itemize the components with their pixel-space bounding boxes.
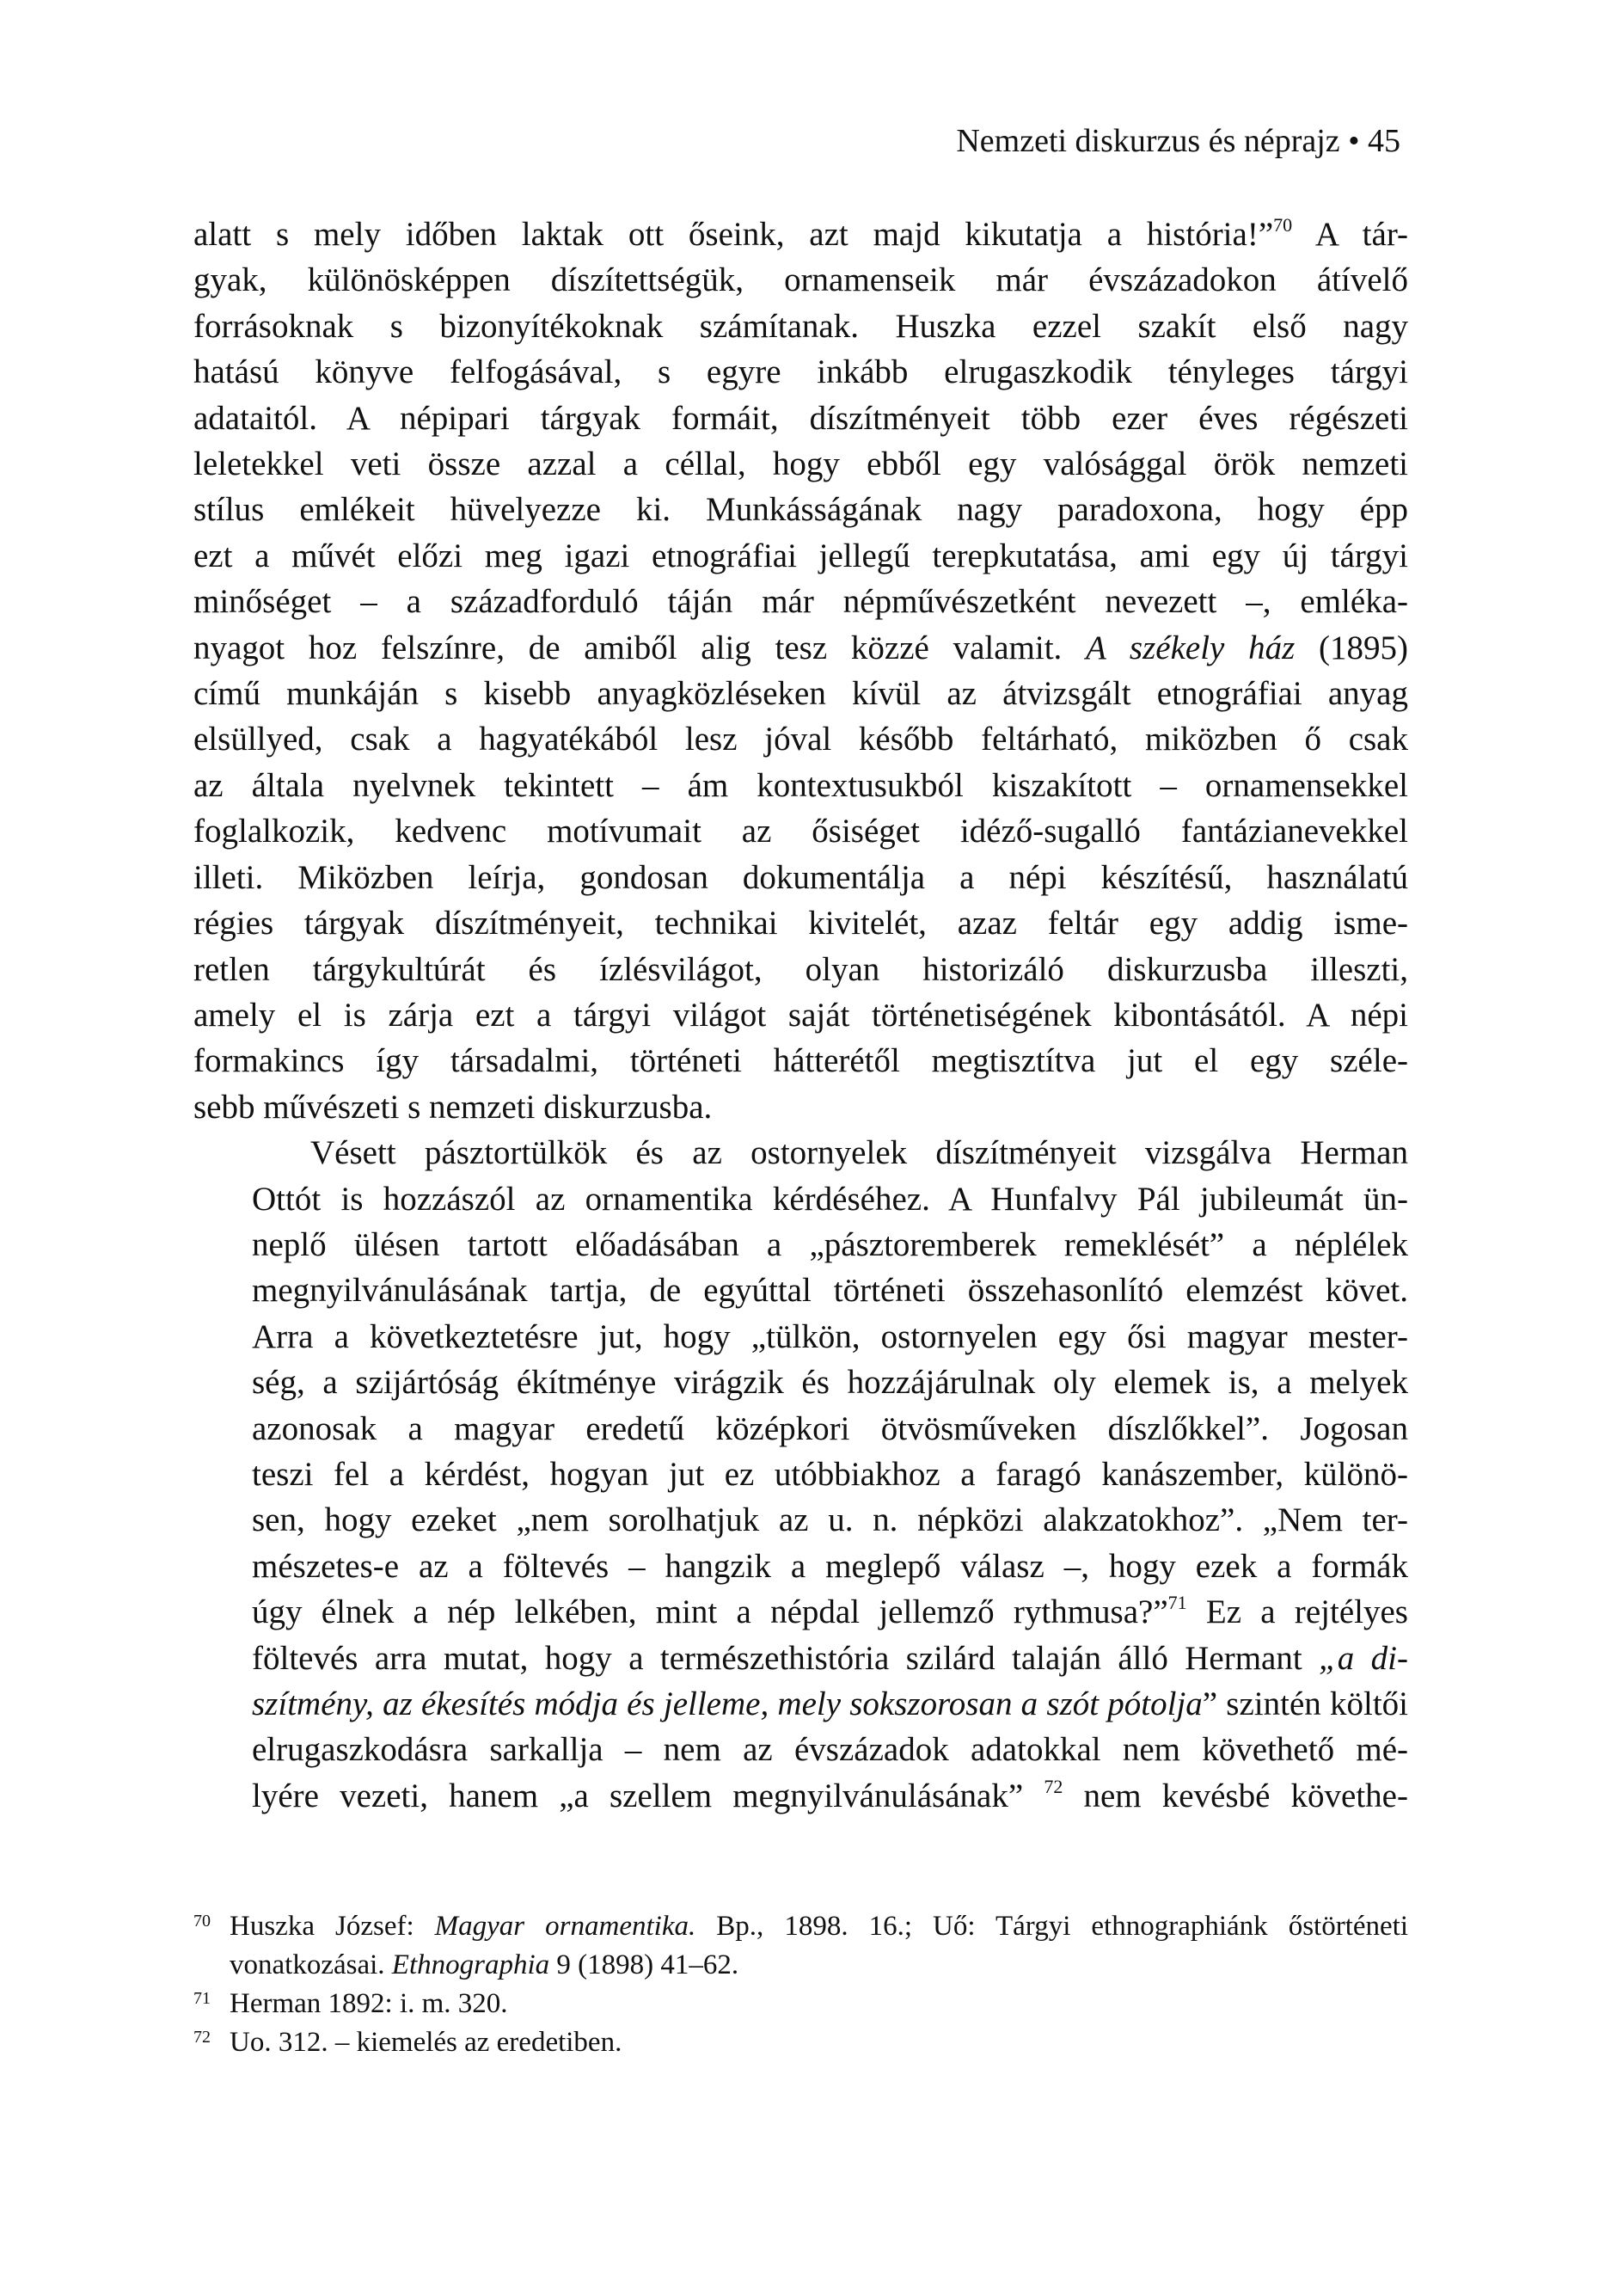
text-line: forrásoknak s bizonyítékoknak számítanak. Huszka ezzel szakít első nagy [193,307,1408,345]
footnote-ref-71[interactable]: 71 [1167,1592,1187,1614]
running-head-title: Nemzeti diskurzus és néprajz [956,123,1340,159]
quotation-italic: szítmény, az ékesítés módja és jelleme, mely sokszorosan a szót pótolja [252,1685,1203,1722]
text-line: stílus emlékeit hüvelyezze ki. Munkásságának nagy paradoxona, hogy épp [193,491,1408,529]
body-text [193,212,1408,1819]
book-title-magyar-ornamentika: Magyar ornamentika. [434,1911,696,1942]
text-line: sebb művészeti s nemzeti diskurzusba. [193,1088,713,1126]
text-line: föltevés arra mutat, hogy a természethistória szilárd talaján álló Hermant „a di- [252,1639,1409,1677]
text-line: Ottót is hozzászól az ornamentika kérdéséhez. A Hunfalvy Pál jubileumát ün- [252,1180,1408,1218]
text-line: elrugaszkodásra sarkallja – nem az évszázadok adatokkal nem követhető mé- [252,1731,1408,1769]
text-line: szítmény, az ékesítés módja és jelleme, mely sokszorosan a szót pótolja” szintén költői [252,1685,1408,1722]
footnote-number: 71 [193,1989,211,2008]
text-line: adataitól. A népipari tárgyak formáit, díszítményeit több ezer éves régészeti [193,399,1408,437]
running-head [956,120,1400,162]
footnote-ref-72[interactable]: 72 [1044,1775,1063,1797]
paragraph-2 [193,1130,1408,1819]
quotation-italic: „a di- [1319,1639,1409,1677]
footnote-number: 70 [193,1912,211,1931]
text-line: neplő ülésen tartott előadásában a „pásztoremberek remeklését” a néplélek [252,1225,1408,1263]
running-head-separator: • [1348,123,1360,159]
footnotes [193,1907,1408,2062]
text-line: hatású könyve felfogásával, s egyre inkább elrugaszkodik tényleges tárgyi [193,353,1408,391]
text-line: azonosak a magyar eredetű középkori ötvösműveken díszlőkkel”. Jogosan [252,1409,1408,1447]
journal-title-ethnographia: Ethnographia [391,1949,550,1980]
footnote-text: Herman 1892: i. m. 320. [230,1988,508,2019]
text-line: elsüllyed, csak a hagyatékából lesz jóval később feltárható, miközben ő csak [193,721,1408,758]
page-number: 45 [1368,123,1400,159]
text-line: leletekkel veti össze azzal a céllal, hogy ebből egy valósággal örök nemzeti [193,445,1408,483]
footnote-71 [193,1985,1408,2023]
text-line: teszi fel a kérdést, hogyan jut ez utóbbiakhoz a faragó kanászember, különö- [252,1455,1408,1493]
text-line: alatt s mely időben laktak ott őseink, azt majd kikutatja a história!”$^{70}$ A tár- [193,214,1409,253]
text-line: Arra a következtetésre jut, hogy „tülkön, ostornyelen egy ősi magyar mester- [252,1317,1408,1355]
paragraph-1 [193,212,1408,1130]
text-line: című munkáján s kisebb anyagközléseken kívül az átvizsgált etnográfiai anyag [193,675,1408,713]
text-line: úgy élnek a nép lelkében, mint a népdal jellemző rythmusa?”$^{71}$ Ez a rejtélyes [252,1592,1408,1631]
text-line: nyagot hoz felszínre, de amiből alig tesz közzé valamit. A székely ház (1895) [193,629,1408,666]
text-line: sen, hogy ezeket „nem sorolhatjuk az u. n. népközi alakzatokhoz”. „Nem ter- [252,1501,1408,1539]
text-line: formakincs így társadalmi, történeti hátterétől megtisztítva jut el egy széle- [193,1042,1408,1080]
footnote-number: 72 [193,2028,211,2047]
text-line: megnyilvánulásának tartja, de egyúttal történeti összehasonlító elemzést követ. [252,1272,1408,1310]
footnote-text: Uo. 312. – kiemelés az eredetiben. [230,2027,622,2058]
footnote-70 [193,1907,1408,1985]
text-line: lyére vezeti, hanem „a szellem megnyilvánulásának” $^{72}$ nem kevésbé követhe- [252,1775,1408,1814]
text-line: amely el is zárja ezt a tárgyi világot saját történetiségének kibontásától. A népi [193,996,1408,1034]
footnote-72 [193,2023,1408,2062]
text-line: minőséget – a századforduló táján már népművészetként nevezett –, emléka- [193,583,1408,621]
text-line: mészetes-e az a föltevés – hangzik a meglepő válasz –, hogy ezek a formák [252,1547,1408,1585]
footnote-ref-70[interactable]: 70 [1273,214,1293,236]
text-line: az általa nyelvnek tekintett – ám kontextusukból kiszakított – ornamensekkel [193,766,1408,804]
text-line: Vésett pásztortülkök és az ostornyelek díszítményeit vizsgálva Herman [310,1134,1408,1172]
book-title-szekely-haz: A székely ház [1086,629,1296,666]
text-line: régies tárgyak díszítményeit, technikai kivitelét, azaz feltár egy addig isme- [193,905,1408,942]
text-line: illeti. Miközben leírja, gondosan dokumentálja a népi készítésű, használatú [193,858,1408,896]
text-line: ség, a szijártóság ékítménye virágzik és hozzájárulnak oly elemek is, a melyek [252,1364,1408,1402]
footnote-line: vonatkozásai. Ethnographia 9 (1898) 41–62. [230,1949,739,1980]
text-line: foglalkozik, kedvenc motívumait az ősiséget idéző-sugalló fantázianevekkel [193,813,1408,850]
text-line: ezt a művét előzi meg igazi etnográfiai jellegű terepkutatása, ami egy új tárgyi [193,537,1408,574]
footnote-line: Huszka József: Magyar ornamentika. Bp., 1898. 16.; Uő: Tárgyi ethnographiánk őstörténeti [230,1911,1408,1942]
text-line: gyak, különösképpen díszítettségük, ornamenseik már évszázadokon átívelő [193,261,1408,299]
text-line: retlen tárgykultúrát és ízlésvilágot, olyan historizáló diskurzusba illeszti, [193,950,1408,988]
